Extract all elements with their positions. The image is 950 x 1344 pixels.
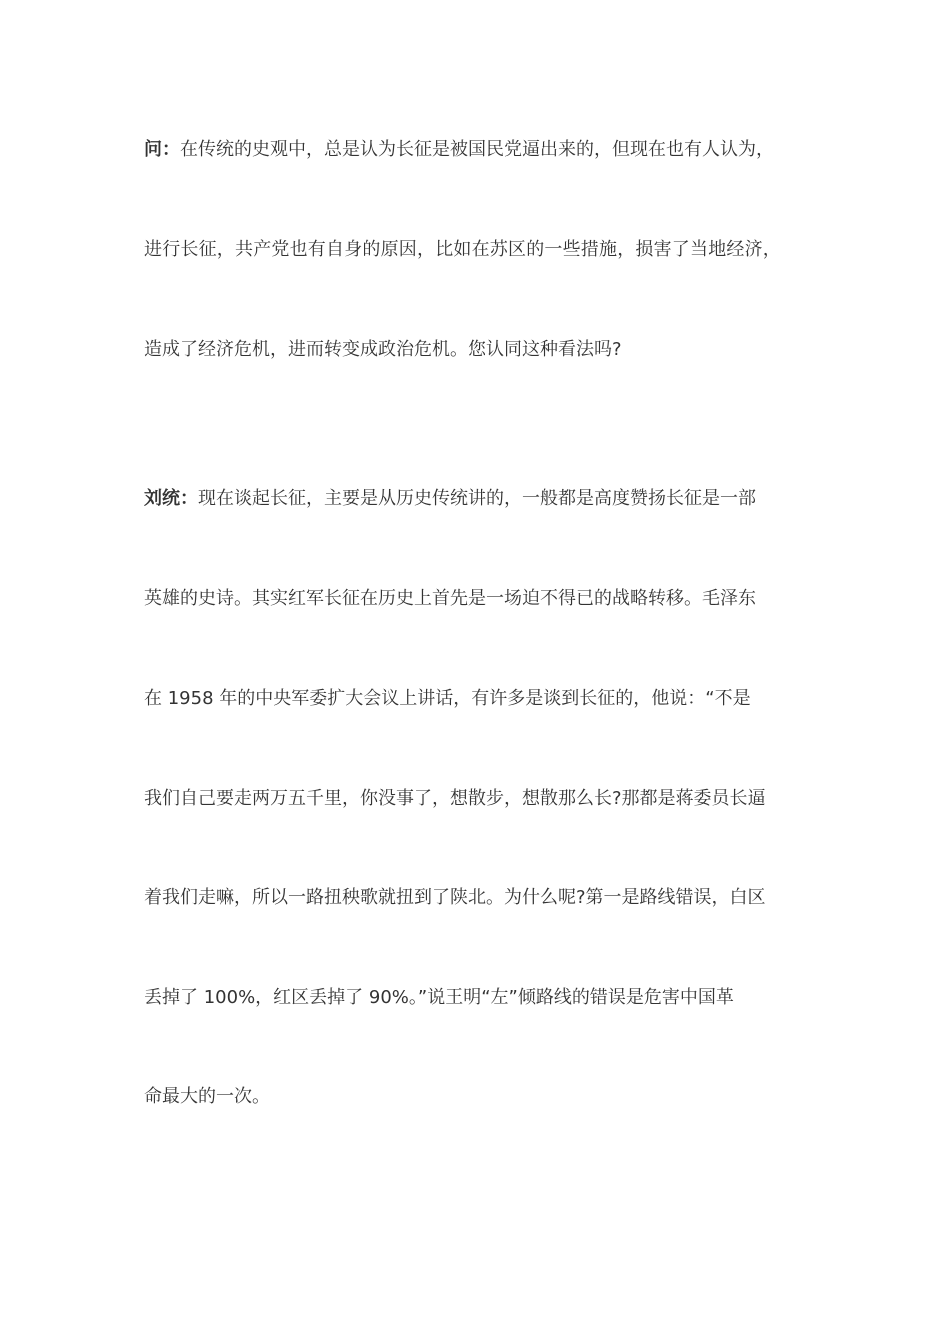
answer-speaker-label: 刘统： xyxy=(144,488,198,509)
answer-text-line: 丢掉了 100%，红区丢掉了 90%。”说王明“左”倾路线的错误是危害中国革 xyxy=(144,987,734,1008)
answer-text-line: 我们自己要走两万五千里，你没事了，想散步，想散那么长?那都是蒋委员长逼 xyxy=(144,788,766,809)
answer-text-line: 现在谈起长征，主要是从历史传统讲的，一般都是高度赞扬长征是一部 xyxy=(198,488,756,509)
question-line-1 xyxy=(144,138,816,162)
answer-line-5 xyxy=(144,886,816,910)
answer-text-line: 在 1958 年的中央军委扩大会议上讲话，有许多是谈到长征的，他说：“不是 xyxy=(144,688,751,709)
answer-line-6 xyxy=(144,986,816,1010)
answer-text-line: 命最大的一次。 xyxy=(144,1086,270,1107)
question-text-line: 进行长征，共产党也有自身的原因，比如在苏区的一些措施，损害了当地经济， xyxy=(144,239,781,260)
question-text-line: 造成了经济危机，进而转变成政治危机。您认同这种看法吗? xyxy=(144,339,622,360)
question-line-2 xyxy=(144,238,816,262)
answer-line-3 xyxy=(144,687,816,711)
question-speaker-label: 问： xyxy=(144,139,180,160)
answer-line-4 xyxy=(144,787,816,811)
question-line-3 xyxy=(144,338,816,362)
question-text-line: 在传统的史观中，总是认为长征是被国民党逼出来的，但现在也有人认为， xyxy=(180,139,774,160)
answer-line-1 xyxy=(144,487,816,511)
answer-text-line: 英雄的史诗。其实红军长征在历史上首先是一场迫不得已的战略转移。毛泽东 xyxy=(144,588,756,609)
answer-line-2 xyxy=(144,587,816,611)
answer-line-7 xyxy=(144,1085,816,1109)
answer-text-line: 着我们走嘛，所以一路扭秧歌就扭到了陕北。为什么呢?第一是路线错误，白区 xyxy=(144,887,766,908)
